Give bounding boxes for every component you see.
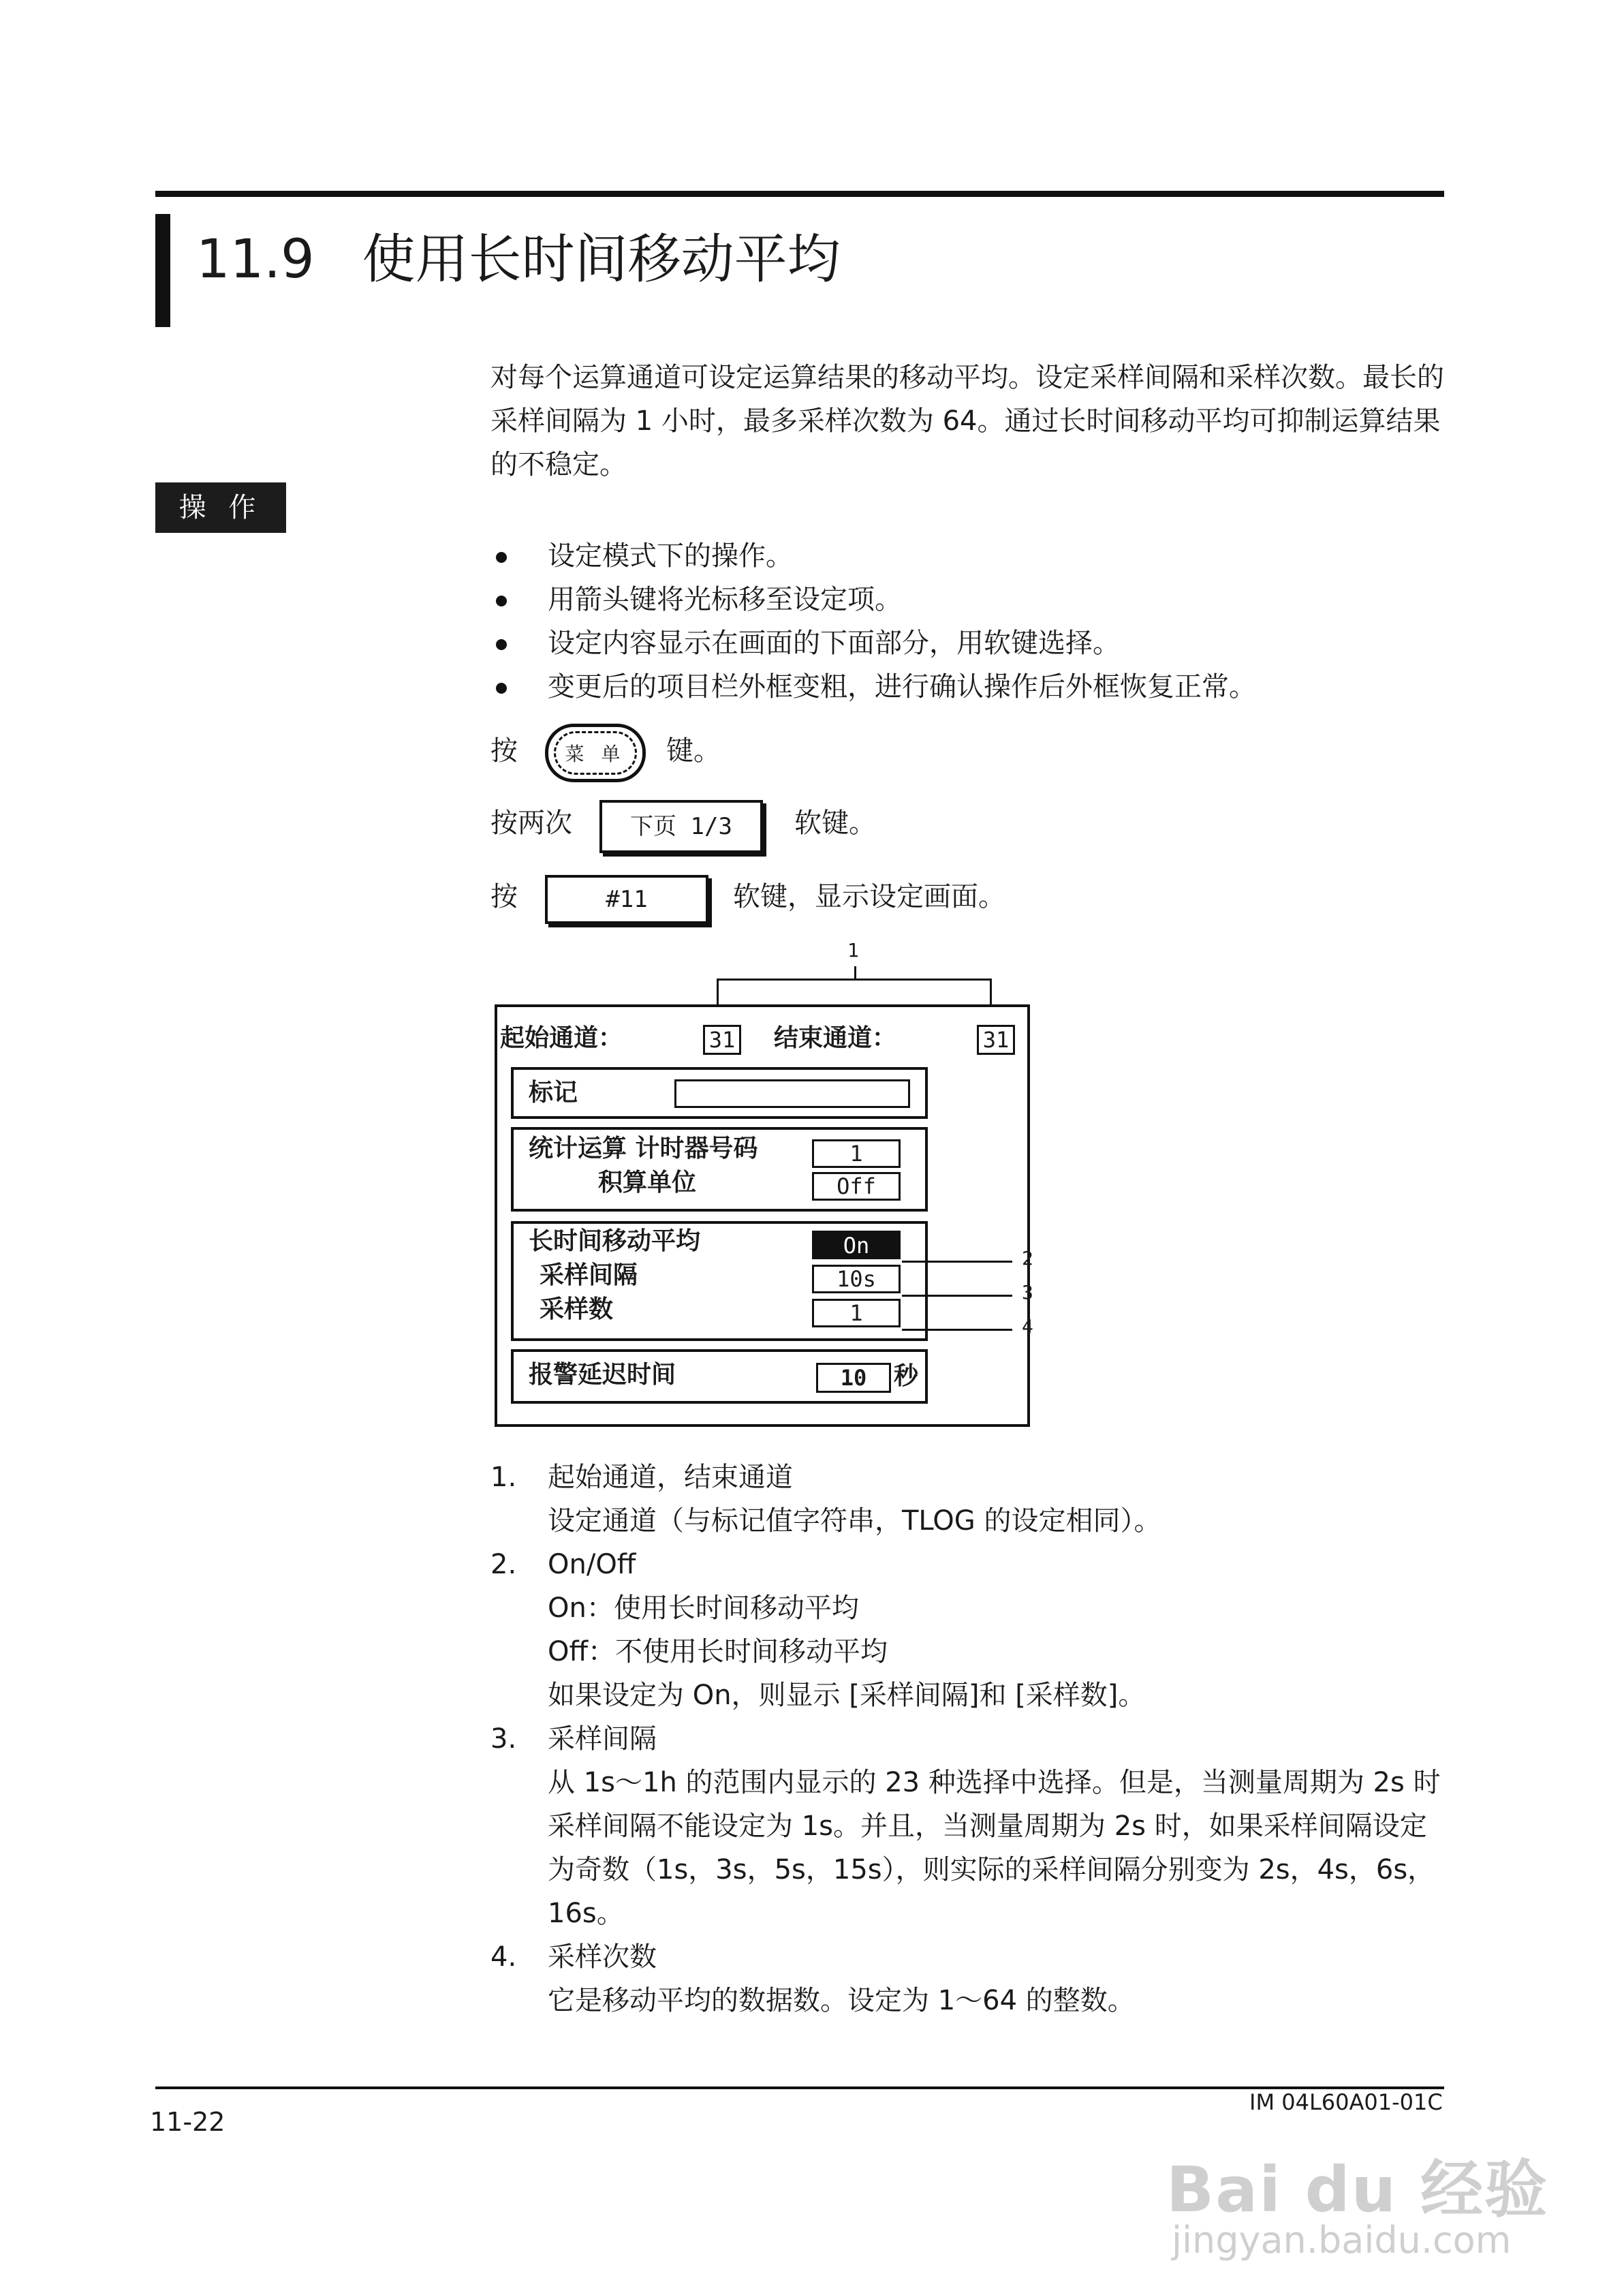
note-line: Off：不使用长时间移动平均 [548,1636,888,1667]
note-number: 4. [490,1941,517,1973]
end-channel-label: 结束通道： [774,1024,897,1052]
callout-1-number: 1 [847,939,859,961]
note-number: 3. [490,1723,517,1755]
note-item [490,1543,1444,1717]
step2-suffix: 软键。 [794,807,876,839]
menu-key-label: 菜 单 [554,731,637,775]
tag-field [674,1079,910,1108]
section-title-text: 使用长时间移动平均 [362,229,841,290]
list-item: 用箭头键将光标移至设定项。 [490,578,1444,621]
alarm-delay-label: 报警延迟时间 [529,1361,676,1389]
section-marker-bar [155,214,170,327]
note-line: 从 1s～1h 的范围内显示的 23 种选择中选择。但是，当测量周期为 2s 时采样间隔不能设定为 1s。并且，当测量周期为 2s 时，如果采样间隔设定为奇数（1s，3s，5s，15s），则实际的采样间隔分别变为 2s，4s，6s，16s。 [548,1767,1441,1929]
next-page-softkey: 下页 1/3 [599,800,763,853]
document-id: IM 04L60A01-01C [1249,2089,1443,2115]
top-rule [155,191,1444,197]
callout-4-number: 4 [1022,1315,1033,1338]
start-channel-label: 起始通道： [500,1024,623,1052]
list-item: 设定模式下的操作。 [490,534,1444,578]
note-number: 2. [490,1549,517,1580]
intro-paragraph: 对每个运算通道可设定运算结果的移动平均。设定采样间隔和采样次数。最长的采样间隔为 1 小时，最多采样次数为 64。通过长时间移动平均可抑制运算结果的不稳定。 [490,362,1444,480]
step1-prefix: 按 [490,735,518,767]
callout-3-number: 3 [1022,1281,1033,1304]
statistics-group [511,1127,928,1212]
list-item: 设定内容显示在画面的下面部分，用软键选择。 [490,621,1444,665]
step3-prefix: 按 [490,881,518,912]
alarm-delay-group [511,1349,928,1404]
timer-number-field: 1 [812,1139,901,1168]
sample-count-label: 采样数 [540,1295,614,1323]
note-item [490,1455,1444,1543]
callout-1-bracket [717,979,992,981]
step1-suffix: 键。 [666,735,721,767]
settings-screen-figure [490,936,1035,1434]
operation-badge: 操 作 [155,482,286,533]
moving-average-group [511,1221,928,1341]
note-line: 设定通道（与标记值字符串，TLOG 的设定相同）。 [548,1505,1161,1537]
start-channel-field: 31 [703,1025,741,1055]
ch11-softkey: #11 [545,875,708,924]
stat-timer-label: 统计运算 计时器号码 [529,1135,758,1162]
tag-group [511,1067,928,1119]
accum-unit-label: 积算单位 [598,1169,697,1197]
note-heading: On/Off [548,1549,636,1580]
section-number: 11.9 [196,229,315,290]
page-number: 11-22 [150,2107,225,2137]
alarm-delay-unit: 秒 [894,1362,919,1390]
bullet-list [490,534,1444,709]
end-channel-field: 31 [977,1025,1015,1055]
moving-average-onoff-field: On [812,1231,901,1259]
sample-count-field: 1 [812,1299,901,1327]
note-heading: 起始通道，结束通道 [548,1462,793,1493]
sampling-interval-field: 10s [812,1265,901,1293]
notes-list [490,1455,1444,2022]
note-item [490,1717,1444,1935]
watermark-logo: Bai du 经验 [1166,2153,1549,2226]
note-heading: 采样间隔 [548,1723,657,1755]
sampling-interval-label: 采样间隔 [540,1261,638,1289]
note-heading: 采样次数 [548,1941,657,1973]
callout-3-line [902,1295,1012,1297]
moving-average-label: 长时间移动平均 [529,1227,701,1255]
tag-label: 标记 [529,1079,578,1107]
note-line: 它是移动平均的数据数。设定为 1～64 的整数。 [548,1985,1135,2016]
callout-4-line [902,1329,1012,1331]
step3-suffix: 软键，显示设定画面。 [733,881,1005,912]
menu-key [545,724,646,782]
watermark-url: jingyan.baidu.com [1172,2219,1512,2262]
note-item [490,1935,1444,2022]
note-line: 如果设定为 On，则显示 [采样间隔]和 [采样数]。 [548,1680,1146,1711]
list-item: 变更后的项目栏外框变粗，进行确认操作后外框恢复正常。 [490,665,1444,709]
callout-2-number: 2 [1022,1247,1033,1269]
callout-1-stem [854,966,856,980]
callout-2-line [902,1261,1012,1263]
note-number: 1. [490,1462,517,1493]
accum-unit-field: Off [812,1172,901,1201]
note-line: On：使用长时间移动平均 [548,1592,859,1624]
alarm-delay-field: 10 [816,1363,891,1393]
settings-screen [495,1004,1030,1427]
step2-prefix: 按两次 [490,807,572,839]
section-title [196,222,841,297]
